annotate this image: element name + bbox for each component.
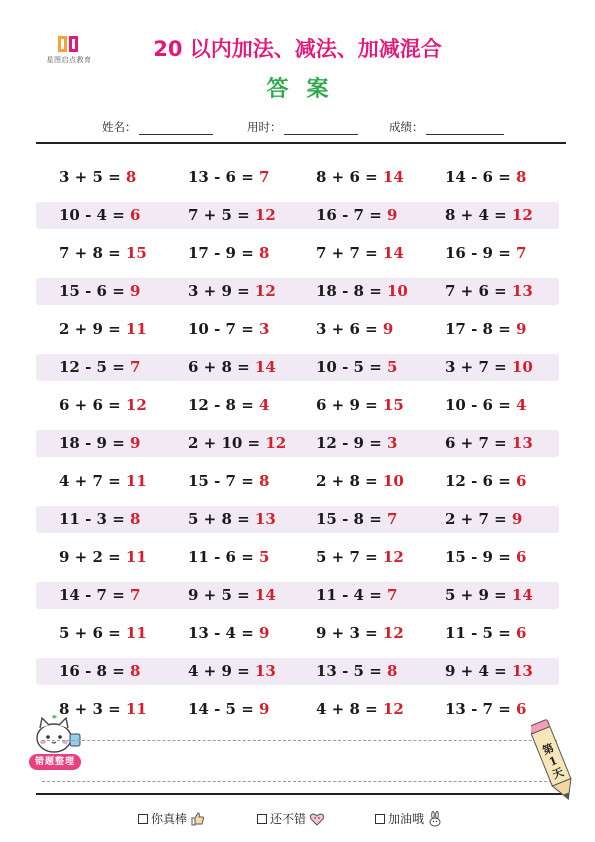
answer: 11 [125,320,147,338]
answer: 8 [130,510,141,528]
problem-row [36,500,559,538]
equation: 2 + 7 = [445,510,512,528]
answer: 9 [387,206,398,224]
rabbit-icon [427,811,443,827]
equation: 6 + 6 = [59,396,126,414]
answer: 11 [125,548,147,566]
answer: 7 [387,586,398,604]
problem-cell [188,620,269,647]
equation: 14 - 5 = [188,700,259,718]
problem-row [36,576,559,614]
problem-row [36,310,559,348]
answer: 11 [125,624,147,642]
time-label: 用时： [247,120,282,134]
answer: 3 [387,434,398,452]
equation: 9 + 2 = [59,548,126,566]
problem-cell [445,354,533,381]
problem-row [36,614,559,652]
answer: 8 [516,168,527,186]
answer: 12 [382,700,404,718]
problem-row [36,272,559,310]
equation: 18 - 9 = [59,434,130,452]
equation: 3 + 6 = [316,320,383,338]
equation: 12 - 9 = [316,434,387,452]
equation: 3 + 7 = [445,358,512,376]
answer: 11 [125,472,147,490]
self-evaluation [0,810,595,830]
problem-cell [445,582,533,609]
equation: 11 - 3 = [59,510,130,528]
answer: 14 [382,244,404,262]
equation: 3 + 5 = [59,168,126,186]
heart-face-icon [309,811,325,827]
score-blank[interactable] [426,121,504,135]
problem-cell [59,544,147,571]
answer: 6 [516,472,527,490]
problem-cell [59,278,140,305]
answer: 8 [130,662,141,680]
equation: 7 + 6 = [445,282,512,300]
answer: 12 [254,282,276,300]
answer: 10 [511,358,533,376]
answer: 6 [130,206,141,224]
answer: 6 [516,624,527,642]
answer: 6 [516,700,527,718]
problem-cell [445,468,526,495]
equation: 10 - 4 = [59,206,130,224]
mistakes-tag: 错题整理 [29,754,81,770]
equation: 17 - 9 = [188,244,259,262]
check-keep-going[interactable] [375,810,443,827]
problem-cell [445,696,526,723]
problem-cell [188,202,276,229]
equation: 7 + 5 = [188,206,255,224]
answer: 7 [130,586,141,604]
answer: 13 [511,434,533,452]
equation: 18 - 8 = [316,282,387,300]
answer: 12 [511,206,533,224]
equation: 3 + 9 = [188,282,255,300]
problem-cell [188,354,276,381]
problem-cell [316,354,397,381]
answer: 7 [130,358,141,376]
problem-row [36,424,559,462]
page-subtitle: 答案 [266,77,347,102]
answer: 8 [125,168,137,186]
problem-cell [188,430,286,457]
answer: 12 [125,396,147,414]
problem-cell [188,392,269,419]
name-blank[interactable] [139,121,213,135]
equation: 6 + 9 = [316,396,383,414]
answer: 13 [254,510,276,528]
problem-cell [316,392,404,419]
equation: 2 + 8 = [316,472,383,490]
problem-cell [445,506,522,533]
answer: 13 [511,662,533,680]
problem-cell [188,544,269,571]
equation: 4 + 9 = [188,662,255,680]
equation: 10 - 5 = [316,358,387,376]
answer: 8 [259,472,270,490]
name-field[interactable] [102,119,213,135]
equation: 2 + 9 = [59,320,126,338]
page-title: 20 以内加法、减法、加减混合 [153,37,442,61]
problem-cell [188,506,276,533]
equation: 5 + 7 = [316,548,383,566]
check-good[interactable] [257,810,325,827]
equation: 8 + 6 = [316,168,383,186]
answer: 5 [259,548,270,566]
answer: 8 [259,244,270,262]
equation: 14 - 7 = [59,586,130,604]
problem-cell [445,544,526,571]
problem-cell [59,468,147,495]
check-great[interactable] [138,810,206,827]
time-field[interactable] [247,119,358,135]
answer: 9 [259,700,270,718]
answer: 12 [254,206,276,224]
score-field[interactable] [389,119,504,135]
problem-cell [59,240,147,267]
equation: 13 - 6 = [188,168,259,186]
answer: 9 [259,624,270,642]
answer: 12 [265,434,287,452]
answer: 10 [387,282,408,300]
check-label: 还不错 [270,812,307,826]
equation: 7 + 7 = [316,244,383,262]
equation: 4 + 8 = [316,700,383,718]
problem-cell [59,164,136,191]
equation: 8 + 4 = [445,206,512,224]
problem-cell [316,544,404,571]
equation: 8 + 3 = [59,700,126,718]
equation: 11 - 5 = [445,624,516,642]
equation: 15 - 6 = [59,282,130,300]
equation: 4 + 7 = [59,472,126,490]
problem-cell [316,164,404,191]
checkbox[interactable] [138,814,148,824]
equation: 15 - 9 = [445,548,516,566]
answer: 8 [387,662,398,680]
problem-cell [316,202,397,229]
checkbox[interactable] [375,814,385,824]
answer: 7 [259,168,270,186]
answer: 4 [259,396,270,414]
checkbox[interactable] [257,814,267,824]
problem-row [36,234,559,272]
answer: 12 [382,548,404,566]
problem-cell [59,354,140,381]
equation: 10 - 6 = [445,396,516,414]
equation: 6 + 8 = [188,358,255,376]
logo-text: 星图启点教育 [46,56,92,64]
problem-cell [316,316,393,343]
answer: 3 [259,320,270,338]
answer-grid [36,158,559,728]
thumbs-up-icon [190,811,206,827]
answer: 9 [511,510,523,528]
equation: 16 - 7 = [316,206,387,224]
problem-cell [59,430,140,457]
problem-cell [188,240,269,267]
answer: 5 [387,358,398,376]
equation: 13 - 5 = [316,662,387,680]
problem-cell [316,278,408,305]
answer: 13 [511,282,533,300]
problem-cell [59,582,140,609]
answer: 6 [516,548,527,566]
problem-cell [445,278,533,305]
answer: 4 [516,396,527,414]
problem-cell [59,392,147,419]
problem-cell [316,658,397,685]
divider-top [36,142,566,144]
problem-cell [59,658,140,685]
answer: 10 [382,472,404,490]
answer: 14 [254,358,276,376]
problem-cell [59,202,140,229]
problem-row [36,652,559,690]
answer: 14 [382,168,404,186]
problem-cell [316,240,404,267]
answer: 13 [254,662,276,680]
problem-cell [316,468,404,495]
problem-row [36,538,559,576]
problem-cell [445,430,533,457]
equation: 11 - 6 = [188,548,259,566]
mistakes-area[interactable] [42,740,560,782]
answer: 15 [125,244,147,262]
answer: 15 [382,396,404,414]
problem-cell [59,506,140,533]
check-label: 加油哦 [388,812,425,826]
equation: 12 - 8 = [188,396,259,414]
svg-text:天: 天 [550,765,566,782]
problem-cell [188,696,269,723]
equation: 15 - 8 = [316,510,387,528]
equation: 16 - 9 = [445,244,516,262]
problem-cell [188,316,269,343]
name-label: 姓名： [102,120,137,134]
answer: 12 [382,624,404,642]
equation: 5 + 6 = [59,624,126,642]
problem-cell [59,620,147,647]
equation: 11 - 4 = [316,586,387,604]
problem-row [36,158,559,196]
problem-cell [188,582,276,609]
divider-bottom [36,793,562,795]
equation: 14 - 6 = [445,168,516,186]
problem-cell [316,696,404,723]
answer: 7 [516,244,527,262]
problem-cell [445,658,533,685]
problem-row [36,348,559,386]
pencil-day-icon [531,718,575,804]
equation: 13 - 4 = [188,624,259,642]
equation: 17 - 8 = [445,320,516,338]
answer: 14 [254,586,276,604]
equation: 5 + 8 = [188,510,255,528]
answer: 7 [387,510,398,528]
problem-cell [445,164,526,191]
problem-cell [316,620,404,647]
svg-text:第: 第 [540,741,556,758]
problem-row [36,690,559,728]
problem-cell [188,278,276,305]
answer: 9 [130,434,141,452]
check-label: 你真棒 [151,812,188,826]
problem-row [36,196,559,234]
problem-cell [445,620,526,647]
equation: 12 - 6 = [445,472,516,490]
equation: 7 + 8 = [59,244,126,262]
equation: 12 - 5 = [59,358,130,376]
problem-cell [188,164,269,191]
equation: 13 - 7 = [445,700,516,718]
student-info [0,119,595,139]
problem-cell [445,316,526,343]
answer: 14 [511,586,533,604]
equation: 10 - 7 = [188,320,259,338]
problem-cell [188,658,276,685]
equation: 5 + 9 = [445,586,512,604]
equation: 15 - 7 = [188,472,259,490]
equation: 9 + 3 = [316,624,383,642]
equation: 9 + 4 = [445,662,512,680]
problem-cell [445,392,526,419]
equation: 9 + 5 = [188,586,255,604]
problem-cell [445,202,533,229]
problem-cell [445,240,526,267]
problem-cell [316,430,397,457]
problem-cell [59,316,147,343]
problem-cell [188,468,269,495]
problem-row [36,386,559,424]
problem-cell [316,506,397,533]
score-label: 成绩： [389,120,424,134]
svg-text:1: 1 [547,754,560,769]
time-blank[interactable] [284,121,358,135]
problem-row [36,462,559,500]
answer: 9 [516,320,527,338]
answer: 9 [130,282,141,300]
answer: 9 [382,320,394,338]
problem-cell [316,582,397,609]
equation: 6 + 7 = [445,434,512,452]
answer: 11 [125,700,147,718]
equation: 16 - 8 = [59,662,130,680]
equation: 2 + 10 = [188,434,266,452]
